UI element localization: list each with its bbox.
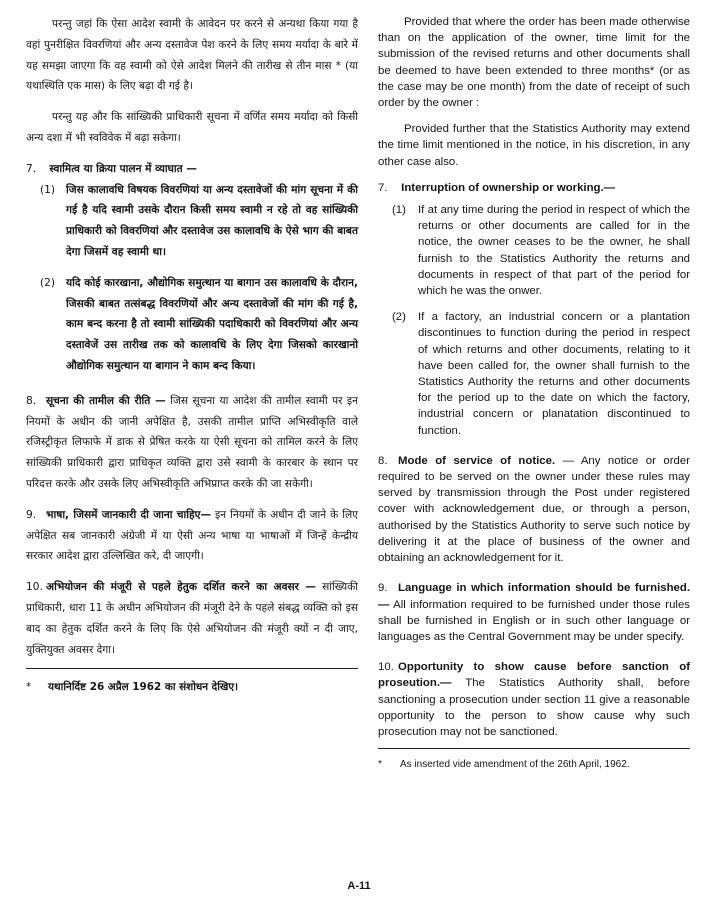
section-body: — Any notice or order required to be served on the owner under these rules may served by transmission through the Post under registered cover with acknowledgement due, or through a person, authorised by the Statistics Authority to serve such notice by delivering it at the place of business of the owner and obtaining an acknowledgement for it. (378, 454, 690, 565)
english-section-7-heading (378, 180, 690, 196)
clause-label: (1) (392, 204, 406, 217)
section-body: जिस सूचना या आदेश की तामील स्वामी पर इन नियमों के अधीन की जानी अपेक्षित है, उसकी तामील प्राप्ति अभिस्वीकृति वाले रजिस्ट्रीकृत लिफाफे में डाक से प्रेषित करके या ऐसी सूचना को तामिल करने के लिए सांख्यिकी प्राधिकारी द्वारा प्राधिकृत व्यक्ति द्वारा उसे स्वामी के कारबार के स्थान पर परिदत्त करके और उसके लिए अभिस्वीकृति अभिप्राप्त करके की जा सकेगी। (26, 394, 358, 490)
section-number: 7. (378, 181, 388, 194)
clause-text: If a factory, an industrial concern or a plantation discontinues to function during the period in respect of which returns and other documents, relating to it have been called for, the owner shall furnish to the Statistics Authority the returns and other documents for the period up to the date on which the factory, industrial concern or planatation discontinued to function. (418, 311, 690, 437)
hindi-section-9 (26, 505, 358, 567)
hindi-section-7-clause-2 (40, 273, 358, 377)
footnote-mark: * (378, 759, 382, 771)
clause-label: (1) (40, 183, 56, 196)
english-section-9 (378, 580, 690, 645)
hindi-column (26, 14, 358, 698)
hindi-section-7-heading (26, 159, 358, 180)
section-title: Interruption of ownership or working.— (401, 181, 616, 194)
section-title: भाषा, जिसमें जानकारी दी जाना चाहिए— (46, 508, 212, 521)
clause-text: जिस कालावधि विषयक विवरणियां या अन्य दस्तावेजों की मांग सूचना में की गई है यदि स्वामी उसके दौरान किसी समय स्वामी न रहे तो वह सांख्यिकी प्राधिकारी को विवरणियां और दस्तावेज उस कालावधि के ऐसे भाग की बाबत देगा जिसमें वह स्वामी था। (66, 183, 358, 258)
hindi-section-7-clause-1 (40, 180, 358, 263)
footnote-divider (378, 748, 690, 749)
section-title: स्वामित्व या क्रिया पालन में व्याघात — (49, 162, 197, 175)
section-number: 9. (378, 582, 388, 595)
footnote-text: यथानिर्दिष्ट 26 अप्रैल 1962 का संशोधन देखिए। (48, 681, 239, 694)
english-section-8 (378, 453, 690, 566)
english-column (378, 14, 690, 773)
section-number: 9. (26, 508, 37, 521)
footnote-mark: * (26, 681, 32, 694)
clause-label: (2) (40, 276, 56, 289)
section-body: इन नियमों के अधीन दी जाने के लिए अपेक्षित सब जानकारी अंग्रेजी में या ऐसी अन्य भाषा या भाषाओं में जिन्हें केन्द्रीय सरकार आदेश द्वारा उल्लिखित करे, दी जाएगी। (26, 508, 359, 563)
english-section-7-clause-1 (392, 202, 690, 299)
section-title: Opportunity to show cause before sanction of proseution.— (378, 661, 690, 690)
section-title: अभियोजन की मंजूरी से पहले हेतुक दर्शित करने का अवसर — (46, 581, 317, 594)
clause-text: यदि कोई कारखाना, औद्योगिक समुत्थान या बागान उस कालावधि के दौरान, जिसकी बाबत तत्संबद्ध विवरणियों और अन्य दस्तावेजों की मांग की गई है, काम बन्द करना है तो स्वामी सांख्यिकी पदाधिकारी को विवरणियां और अन्य दस्तावेजें उस तारीख तक को कालावधि के लिए देगा जिसको कारखानो औद्योगिक समुत्थान या बागान ने काम बन्द किया। (66, 276, 358, 372)
english-proviso-2: Provided further that the Statistics Authority may extend the time limit mentioned in the notice, in his discretion, in any other case also. (378, 123, 690, 168)
section-number: 7. (26, 162, 37, 175)
footnote-text: As inserted vide amendment of the 26th April, 1962. (400, 759, 630, 771)
english-section-10 (378, 659, 690, 740)
hindi-proviso-1: परन्तु जहां कि ऐसा आदेश स्वामी के आवेदन पर करने से अन्यथा किया गया है वहां पुनरीक्षित विवरणियां और अन्य दस्तावेज पेश करने के लिए समय मर्यादा के बारे में यह समझा जाएगा कि वह स्वामी को ऐसे आदेश मिलने की तारीख से तीन मास * (या यथास्थिति एक मास) के लिए बढ़ा दी गई है। (26, 18, 358, 93)
hindi-footnote (26, 677, 358, 698)
section-title: Language in which information should be furnished.— (378, 582, 690, 611)
english-footnote (378, 757, 690, 773)
clause-text: If at any time during the period in respect of which the returns or other documents are called for in the notice, the owner ceases to be the owner, he shall furnish to the Statistics Authority the returns and documents in respect of that part of the period for which he was the onwer. (418, 204, 690, 298)
section-body: The Statistics Authority shall, before sanctioning a prosecution under section 11 give a reasonable opportunity to the person to show cause why such prosecution may not be sanctioned. (378, 677, 690, 738)
footnote-divider (26, 668, 358, 669)
section-body: सांख्यिकी प्राधिकारी, धारा 11 के अधीन अभियोजन की मंजूरी देने के पहले संबद्ध व्यक्ति को इस बाद का हेतुक दर्शित करने के लिए कि ऐसे अभियोजन की मंजूरी क्यों न दी जाए, युक्तियुक्त अवसर देगा। (26, 581, 358, 656)
hindi-section-10 (26, 577, 358, 660)
section-number: 10. (378, 661, 394, 674)
hindi-section-8 (26, 391, 358, 495)
hindi-proviso-2: परन्तु यह और कि सांख्यिकी प्राधिकारी सूचना में वर्णित समय मर्यादा को किसी अन्य दशा में भी स्वविवेक में बढ़ा सकेगा। (26, 111, 358, 144)
section-title: Mode of service of notice. (398, 454, 556, 467)
clause-label: (2) (392, 311, 406, 324)
section-number: 10. (26, 581, 43, 594)
section-number: 8. (26, 394, 37, 407)
english-proviso-1: Provided that where the order has been made otherwise than on the application of the owner, time limit for the submission of the revised returns and other documents shall be deemed to have been extended to three months* (or as the case may be one month) from the date of receipt of such order by the owner : (378, 16, 690, 110)
section-body: All information required to be furnished under those rules shall be furnished in English or in such other language or languages as the Central Government may be under specify. (378, 598, 690, 643)
page-number: A-11 (347, 880, 371, 892)
section-title: सूचना की तामील की रीति — (46, 394, 166, 407)
section-number: 8. (378, 454, 388, 467)
english-section-7-clause-2 (392, 309, 690, 439)
